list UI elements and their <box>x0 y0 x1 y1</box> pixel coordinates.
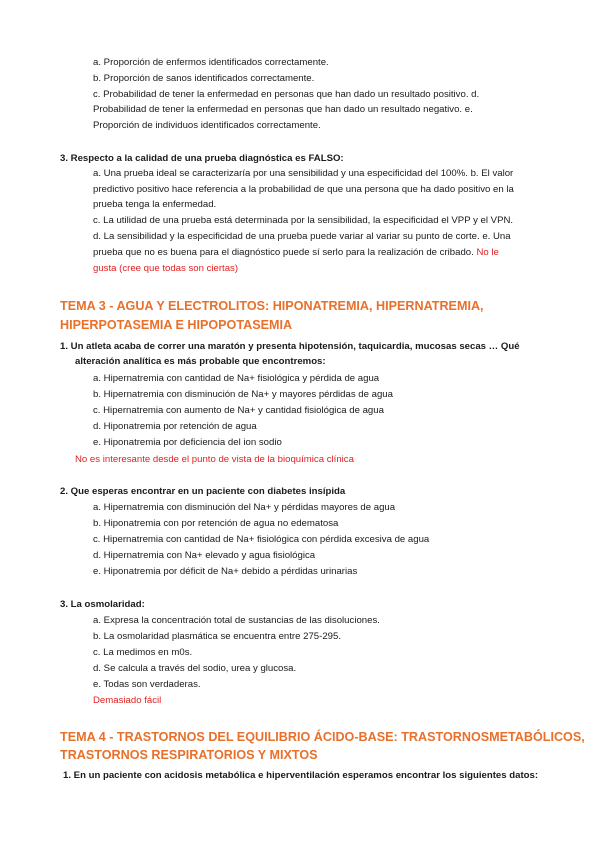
tema3-q3-option-c: c. La medimos en m0s. <box>93 647 193 658</box>
option-b: b. Proporción de sanos identificados correctamente. <box>93 73 315 84</box>
option-c: c. Probabilidad de tener la enfermedad en personas que han dado un resultado positivo. d. <box>93 89 480 100</box>
tema3-q1-option-e: e. Hiponatremia por deficiencia del ion sodio <box>93 437 282 448</box>
tema3-q3-option-d: d. Se calcula a través del sodio, urea y glucosa. <box>93 663 297 674</box>
tema3-q1-option-a: a. Hipernatremia con cantidad de Na+ fisiológica y pérdida de agua <box>93 373 380 384</box>
tema3-q1-note: No es interesante desde el punto de vista de la bioquímica clínica <box>75 454 354 465</box>
tema3-q1-option-b: b. Hipernatremia con disminución de Na+ y mayores pérdidas de agua <box>93 389 393 400</box>
q3-line-6-text: prueba que no es buena para el diagnóstico puede sí serlo para la realización de cribado. <box>93 247 474 258</box>
q3-line-4: c. La utilidad de una prueba está determinada por la sensibilidad, la especificidad el VPP y el VPN. <box>93 215 514 226</box>
q3-line-2: predictivo positivo hace referencia a la probabilidad de que una persona que ha dado positivo en la <box>93 184 514 195</box>
q3-note-continued: gusta (cree que todas son ciertas) <box>93 263 239 274</box>
tema3-q3-option-e: e. Todas son verdaderas. <box>93 679 201 690</box>
option-e: Proporción de individuos identificados correctamente. <box>93 120 321 131</box>
tema3-q3-text: 3. La osmolaridad: <box>60 599 145 610</box>
tema4-title-line2: TRASTORNOS RESPIRATORIOS Y MIXTOS <box>60 748 318 762</box>
tema3-q2-option-e: e. Hiponatremia por déficit de Na+ debido a pérdidas urinarias <box>93 566 358 577</box>
q3-note-inline: No le <box>476 247 499 258</box>
tema3-q2-option-d: d. Hipernatremia con Na+ elevado y agua fisiológica <box>93 550 316 561</box>
q3-line-3: prueba tenga la enfermedad. <box>93 199 217 210</box>
q3-line-1: a. Una prueba ideal se caracterizaría por una sensibilidad y una especificidad del 100%. b. El valor <box>93 168 514 179</box>
question-3-text: 3. Respecto a la calidad de una prueba diagnóstica es FALSO: <box>60 153 344 164</box>
tema3-title-line1: TEMA 3 - AGUA Y ELECTROLITOS: HIPONATREMIA, HIPERNATREMIA, <box>60 299 484 313</box>
tema3-q3-option-a: a. Expresa la concentración total de sustancias de las disoluciones. <box>93 615 380 626</box>
tema3-q1-text-line2: alteración analítica es más probable que encontremos: <box>75 356 326 367</box>
tema3-q1-option-c: c. Hipernatremia con aumento de Na+ y cantidad fisiológica de agua <box>93 405 384 416</box>
tema3-q2-option-b: b. Hiponatremia con por retención de agua no edematosa <box>93 518 339 529</box>
tema3-q1-text-line1: 1. Un atleta acaba de correr una maratón y presenta hipotensión, taquicardia, mucosas secas … Qué <box>60 341 520 352</box>
tema3-q3-option-b: b. La osmolaridad plasmática se encuentra entre 275-295. <box>93 631 341 642</box>
option-d: Probabilidad de tener la enfermedad en personas que han dado un resultado negativo. e. <box>93 104 473 115</box>
tema3-q2-text: 2. Que esperas encontrar en un paciente con diabetes insípida <box>60 486 346 497</box>
tema3-q1-option-d: d. Hiponatremia por retención de agua <box>93 421 257 432</box>
q3-line-5: d. La sensibilidad y la especificidad de una prueba puede variar al variar su punto de corte. e. Una <box>93 231 511 242</box>
tema3-q2-option-c: c. Hipernatremia con cantidad de Na+ fisiológica con pérdida excesiva de agua <box>93 534 430 545</box>
tema3-q2-option-a: a. Hipernatremia con disminución del Na+ y pérdidas mayores de agua <box>93 502 396 513</box>
q3-line-6 <box>93 247 499 259</box>
tema4-title-line1: TEMA 4 - TRASTORNOS DEL EQUILIBRIO ÁCIDO-BASE: TRASTORNOSMETABÓLICOS, <box>60 730 585 744</box>
tema3-q3-note: Demasiado fácil <box>93 695 162 706</box>
tema4-q1-text: 1. En un paciente con acidosis metabólica e hiperventilación esperamos encontrar los siguientes datos: <box>63 770 539 781</box>
option-a: a. Proporción de enfermos identificados correctamente. <box>93 57 329 68</box>
tema3-title-line2: HIPERPOTASEMIA E HIPOPOTASEMIA <box>60 318 293 332</box>
